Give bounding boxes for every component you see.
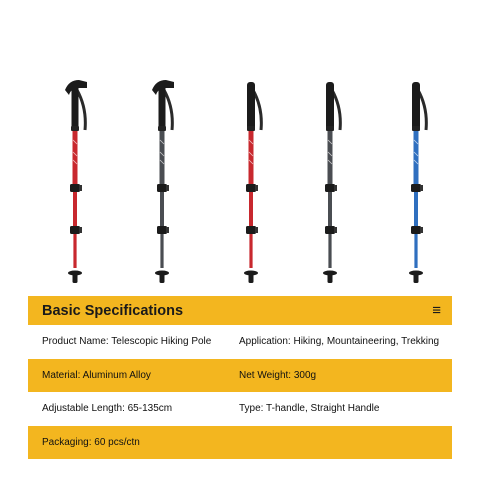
grip-body — [159, 86, 166, 130]
spec-row — [28, 392, 452, 426]
spec-type: Type: T-handle, Straight Handle — [239, 403, 380, 415]
upper-shaft — [414, 128, 419, 186]
middle-shaft — [160, 186, 164, 228]
grip-ring — [326, 126, 334, 131]
grip-ring — [247, 126, 255, 131]
lock-clamp — [157, 226, 167, 234]
spec-net-weight: Net Weight: 300g — [239, 369, 317, 381]
lock-clamp — [411, 226, 421, 234]
upper-shaft — [328, 128, 333, 186]
lock-clamp — [325, 226, 335, 234]
middle-shaft — [414, 186, 418, 228]
lock-lever — [420, 185, 423, 191]
grip-ring — [71, 126, 79, 131]
middle-shaft — [249, 186, 253, 228]
pole-gray-t-handle — [152, 80, 174, 283]
middle-shaft — [73, 186, 77, 228]
spec-header — [28, 296, 452, 325]
spec-title: Basic Specifications — [42, 302, 184, 319]
lock-clamp — [70, 226, 80, 234]
lock-lever — [255, 185, 258, 191]
spec-row — [28, 359, 452, 393]
spec-table — [28, 296, 452, 459]
spec-adjustable-length: Adjustable Length: 65-135cm — [42, 403, 173, 415]
pole-red-straight-handle — [244, 82, 261, 283]
spec-row — [28, 325, 452, 359]
grip-body — [72, 86, 79, 130]
spec-row — [28, 426, 452, 460]
upper-shaft — [249, 128, 254, 186]
rubber-tip — [249, 273, 254, 283]
lock-lever — [166, 227, 169, 233]
lock-lever — [420, 227, 423, 233]
middle-shaft — [328, 186, 332, 228]
lock-lever — [79, 227, 82, 233]
upper-shaft — [160, 128, 165, 186]
lock-clamp — [325, 184, 335, 192]
spec-application: Application: Hiking, Mountaineering, Trekking — [239, 336, 440, 348]
pole-red-t-handle — [65, 80, 87, 283]
grip-ring — [412, 126, 420, 131]
lock-lever — [255, 227, 258, 233]
upper-shaft — [73, 128, 78, 186]
straight-grip — [412, 82, 420, 130]
rubber-tip — [160, 273, 165, 283]
grip-ring — [158, 126, 166, 131]
spec-packaging: Packaging: 60 pcs/ctn — [42, 436, 140, 448]
rubber-tip — [73, 273, 78, 283]
rubber-tip — [328, 273, 333, 283]
lock-lever — [166, 185, 169, 191]
pole-gray-straight-handle — [323, 82, 340, 283]
lock-clamp — [157, 184, 167, 192]
lock-clamp — [246, 184, 256, 192]
lock-clamp — [411, 184, 421, 192]
spec-product-name: Product Name: Telescopic Hiking Pole — [42, 336, 212, 348]
lock-clamp — [70, 184, 80, 192]
straight-grip — [247, 82, 255, 130]
lock-clamp — [246, 226, 256, 234]
lock-lever — [334, 227, 337, 233]
straight-grip — [326, 82, 334, 130]
lock-lever — [334, 185, 337, 191]
pole-blue-straight-handle — [409, 82, 426, 283]
spec-material: Material: Aluminum Alloy — [42, 369, 151, 381]
lock-lever — [79, 185, 82, 191]
rubber-tip — [414, 273, 419, 283]
menu-icon[interactable]: ≡ — [432, 302, 441, 319]
